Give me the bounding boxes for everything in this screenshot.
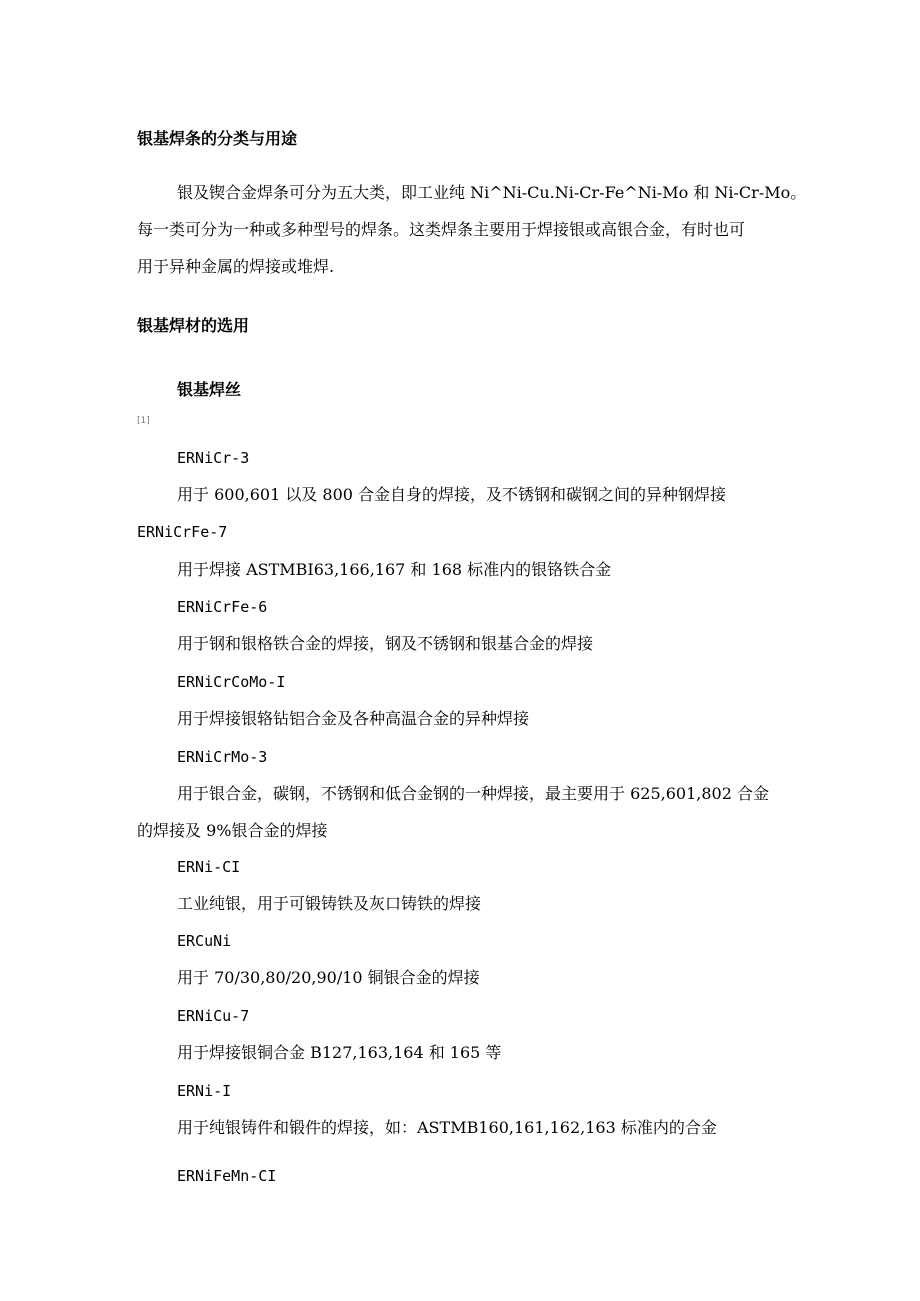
section-title-selection: 银基焊材的选用 <box>137 316 250 335</box>
section-title-classification: 银基焊条的分类与用途 <box>137 129 298 148</box>
wire-code: ERNiCu-7 <box>177 1007 250 1025</box>
wire-use: 用于焊接 ASTMBI63,166,167 和 168 标准内的银铬铁合金 <box>177 560 612 579</box>
wire-code: ERNiCrCoMo-I <box>177 673 286 691</box>
wire-use: 用于纯银铸件和锻件的焊接，如：ASTMB160,161,162,163 标准内的合金 <box>177 1118 717 1137</box>
intro-paragraph-line-2: 每一类可分为一种或多种型号的焊条。这类焊条主要用于焊接银或高银合金，有时也可 <box>137 220 746 239</box>
wire-use: 用于钢和银格铁合金的焊接，钢及不锈钢和银基合金的焊接 <box>177 634 594 653</box>
wire-code: ERNiCrFe-7 <box>137 523 228 541</box>
wire-code: ERNiCrMo-3 <box>177 748 268 766</box>
wire-code: ERNi-CI <box>177 858 241 876</box>
reference-mark: [1] <box>137 416 150 426</box>
wire-code: ERNiCr-3 <box>177 449 250 467</box>
wire-use: 工业纯银，用于可锻铸铁及灰口铸铁的焊接 <box>177 894 482 913</box>
intro-paragraph-line-3: 用于异种金属的焊接或堆焊. <box>137 257 335 276</box>
wire-use: 用于焊接银铜合金 B127,163,164 和 165 等 <box>177 1043 502 1062</box>
wire-use: 用于银合金，碳钢，不锈钢和低合金钢的一种焊接，最主要用于 625,601,802 合金 <box>177 784 769 803</box>
wire-use: 用于 600,601 以及 800 合金自身的焊接，及不锈钢和碳钢之间的异种钢焊接 <box>177 485 727 504</box>
wire-code: ERNi-I <box>177 1082 232 1100</box>
intro-paragraph-line-1: 银及锲合金焊条可分为五大类，即工业纯 Ni^Ni-Cu.Ni-Cr-Fe^Ni-Mo 和 Ni-Cr-Mo。 <box>177 183 807 202</box>
wire-use-continued: 的焊接及 9%银合金的焊接 <box>137 821 328 840</box>
wire-use: 用于 70/30,80/20,90/10 铜银合金的焊接 <box>177 968 480 987</box>
wire-use: 用于焊接银辂钻铝合金及各种高温合金的异种焊接 <box>177 709 530 728</box>
wire-code: ERCuNi <box>177 932 232 950</box>
wire-code: ERNiCrFe-6 <box>177 598 268 616</box>
subsection-title-wire: 银基焊丝 <box>177 380 242 399</box>
wire-code: ERNiFeMn-CI <box>177 1167 277 1185</box>
